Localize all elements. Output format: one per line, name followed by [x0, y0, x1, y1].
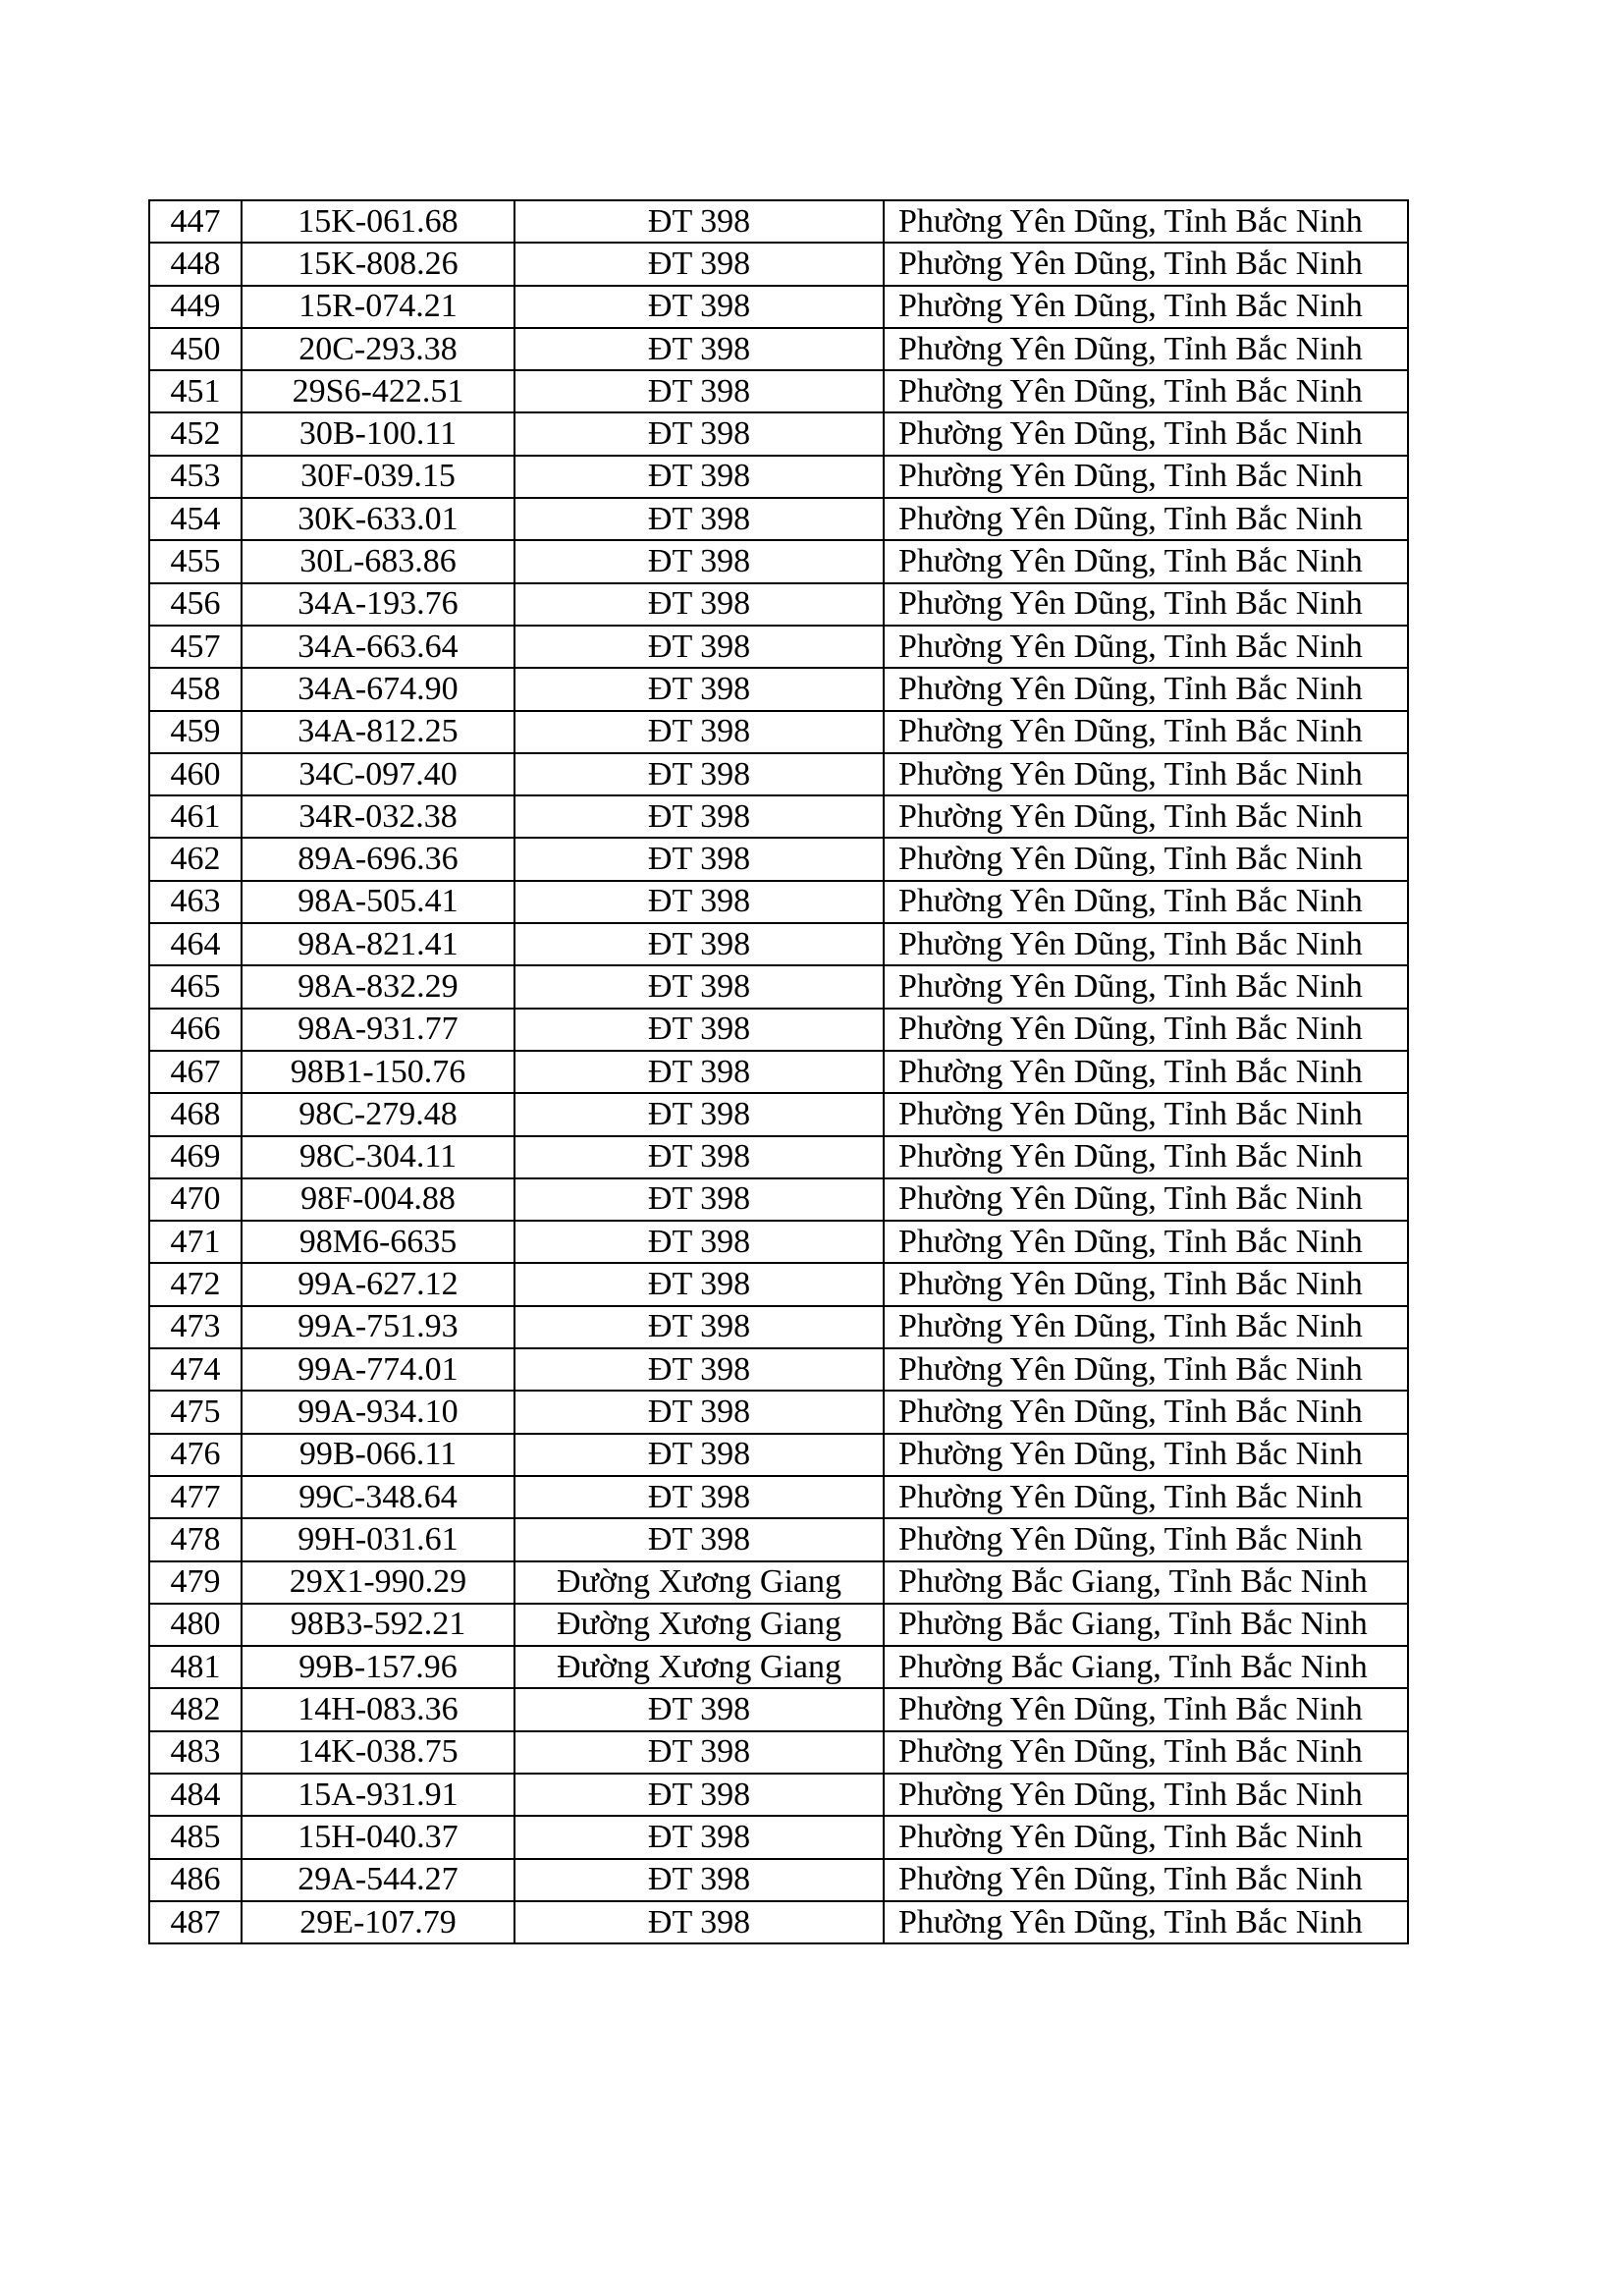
location-cell: Phường Yên Dũng, Tỉnh Bắc Ninh [884, 286, 1408, 328]
license-plate-cell: 99C-348.64 [242, 1476, 514, 1518]
row-number-cell: 454 [149, 498, 242, 540]
table-row [149, 1476, 1408, 1518]
row-number-cell: 486 [149, 1859, 242, 1901]
road-cell: ĐT 398 [514, 1518, 884, 1560]
table-row [149, 200, 1408, 243]
row-number-cell: 475 [149, 1391, 242, 1433]
license-plate-cell: 34C-097.40 [242, 753, 514, 795]
location-cell: Phường Yên Dũng, Tỉnh Bắc Ninh [884, 498, 1408, 540]
table-row [149, 795, 1408, 838]
road-cell: ĐT 398 [514, 1178, 884, 1221]
license-plate-cell: 34R-032.38 [242, 795, 514, 838]
row-number-cell: 472 [149, 1263, 242, 1305]
table-row [149, 412, 1408, 455]
road-cell: ĐT 398 [514, 1009, 884, 1051]
location-cell: Phường Yên Dũng, Tỉnh Bắc Ninh [884, 753, 1408, 795]
road-cell: ĐT 398 [514, 498, 884, 540]
table-row [149, 1688, 1408, 1730]
road-cell: ĐT 398 [514, 1434, 884, 1476]
road-cell: ĐT 398 [514, 1136, 884, 1178]
road-cell: ĐT 398 [514, 540, 884, 582]
row-number-cell: 476 [149, 1434, 242, 1476]
road-cell: ĐT 398 [514, 711, 884, 753]
road-cell: ĐT 398 [514, 795, 884, 838]
license-plate-cell: 98C-279.48 [242, 1093, 514, 1135]
license-plate-cell: 29X1-990.29 [242, 1561, 514, 1604]
table-row [149, 243, 1408, 285]
road-cell: Đường Xương Giang [514, 1561, 884, 1604]
table-row [149, 1093, 1408, 1135]
road-cell: ĐT 398 [514, 1774, 884, 1816]
location-cell: Phường Yên Dũng, Tỉnh Bắc Ninh [884, 1518, 1408, 1560]
location-cell: Phường Yên Dũng, Tỉnh Bắc Ninh [884, 1263, 1408, 1305]
road-cell: ĐT 398 [514, 456, 884, 498]
location-cell: Phường Yên Dũng, Tỉnh Bắc Ninh [884, 1901, 1408, 1943]
table-row [149, 1518, 1408, 1560]
license-plate-cell: 15K-061.68 [242, 200, 514, 243]
row-number-cell: 464 [149, 923, 242, 965]
table-row [149, 1348, 1408, 1391]
road-cell: ĐT 398 [514, 881, 884, 923]
location-cell: Phường Bắc Giang, Tỉnh Bắc Ninh [884, 1646, 1408, 1688]
location-cell: Phường Yên Dũng, Tỉnh Bắc Ninh [884, 1731, 1408, 1774]
table-row [149, 286, 1408, 328]
row-number-cell: 466 [149, 1009, 242, 1051]
row-number-cell: 448 [149, 243, 242, 285]
row-number-cell: 462 [149, 838, 242, 880]
row-number-cell: 468 [149, 1093, 242, 1135]
table-row [149, 1391, 1408, 1433]
road-cell: ĐT 398 [514, 1391, 884, 1433]
license-plate-cell: 15R-074.21 [242, 286, 514, 328]
license-plate-cell: 34A-663.64 [242, 626, 514, 668]
row-number-cell: 469 [149, 1136, 242, 1178]
license-plate-cell: 30B-100.11 [242, 412, 514, 455]
license-plate-cell: 14K-038.75 [242, 1731, 514, 1774]
table-row [149, 1306, 1408, 1348]
license-plate-cell: 98A-505.41 [242, 881, 514, 923]
license-plate-cell: 20C-293.38 [242, 328, 514, 370]
location-cell: Phường Yên Dũng, Tỉnh Bắc Ninh [884, 881, 1408, 923]
license-plate-cell: 98B3-592.21 [242, 1604, 514, 1646]
license-plate-cell: 29S6-422.51 [242, 370, 514, 412]
location-cell: Phường Bắc Giang, Tỉnh Bắc Ninh [884, 1604, 1408, 1646]
table-row [149, 1009, 1408, 1051]
road-cell: ĐT 398 [514, 243, 884, 285]
license-plate-cell: 98C-304.11 [242, 1136, 514, 1178]
row-number-cell: 460 [149, 753, 242, 795]
license-plate-cell: 98A-832.29 [242, 965, 514, 1008]
table-row [149, 1604, 1408, 1646]
license-plate-cell: 34A-812.25 [242, 711, 514, 753]
table-row [149, 370, 1408, 412]
row-number-cell: 449 [149, 286, 242, 328]
location-cell: Phường Yên Dũng, Tỉnh Bắc Ninh [884, 1476, 1408, 1518]
location-cell: Phường Yên Dũng, Tỉnh Bắc Ninh [884, 1774, 1408, 1816]
license-plate-cell: 99A-934.10 [242, 1391, 514, 1433]
road-cell: ĐT 398 [514, 626, 884, 668]
row-number-cell: 456 [149, 583, 242, 626]
location-cell: Phường Yên Dũng, Tỉnh Bắc Ninh [884, 370, 1408, 412]
table-row [149, 1263, 1408, 1305]
row-number-cell: 459 [149, 711, 242, 753]
table-row [149, 1774, 1408, 1816]
location-cell: Phường Yên Dũng, Tỉnh Bắc Ninh [884, 626, 1408, 668]
table-row [149, 540, 1408, 582]
road-cell: ĐT 398 [514, 1476, 884, 1518]
location-cell: Phường Yên Dũng, Tỉnh Bắc Ninh [884, 1178, 1408, 1221]
row-number-cell: 471 [149, 1221, 242, 1263]
location-cell: Phường Bắc Giang, Tỉnh Bắc Ninh [884, 1561, 1408, 1604]
table-row [149, 753, 1408, 795]
row-number-cell: 487 [149, 1901, 242, 1943]
license-plate-cell: 34A-674.90 [242, 668, 514, 710]
road-cell: ĐT 398 [514, 838, 884, 880]
road-cell: ĐT 398 [514, 1093, 884, 1135]
table-row [149, 1561, 1408, 1604]
table-row [149, 498, 1408, 540]
road-cell: ĐT 398 [514, 668, 884, 710]
location-cell: Phường Yên Dũng, Tỉnh Bắc Ninh [884, 1306, 1408, 1348]
location-cell: Phường Yên Dũng, Tỉnh Bắc Ninh [884, 243, 1408, 285]
table-row [149, 1859, 1408, 1901]
road-cell: Đường Xương Giang [514, 1646, 884, 1688]
license-plate-cell: 99A-751.93 [242, 1306, 514, 1348]
road-cell: ĐT 398 [514, 286, 884, 328]
location-cell: Phường Yên Dũng, Tỉnh Bắc Ninh [884, 1136, 1408, 1178]
location-cell: Phường Yên Dũng, Tỉnh Bắc Ninh [884, 540, 1408, 582]
location-cell: Phường Yên Dũng, Tỉnh Bắc Ninh [884, 1221, 1408, 1263]
license-plate-cell: 30L-683.86 [242, 540, 514, 582]
row-number-cell: 451 [149, 370, 242, 412]
table-row [149, 328, 1408, 370]
road-cell: Đường Xương Giang [514, 1604, 884, 1646]
row-number-cell: 477 [149, 1476, 242, 1518]
license-plate-cell: 15H-040.37 [242, 1816, 514, 1858]
location-cell: Phường Yên Dũng, Tỉnh Bắc Ninh [884, 1093, 1408, 1135]
license-plate-cell: 99A-774.01 [242, 1348, 514, 1391]
license-plate-cell: 30K-633.01 [242, 498, 514, 540]
row-number-cell: 474 [149, 1348, 242, 1391]
table-row [149, 1731, 1408, 1774]
row-number-cell: 452 [149, 412, 242, 455]
row-number-cell: 461 [149, 795, 242, 838]
license-plate-cell: 29E-107.79 [242, 1901, 514, 1943]
location-cell: Phường Yên Dũng, Tỉnh Bắc Ninh [884, 328, 1408, 370]
row-number-cell: 478 [149, 1518, 242, 1560]
road-cell: ĐT 398 [514, 412, 884, 455]
row-number-cell: 455 [149, 540, 242, 582]
row-number-cell: 447 [149, 200, 242, 243]
row-number-cell: 481 [149, 1646, 242, 1688]
road-cell: ĐT 398 [514, 583, 884, 626]
row-number-cell: 450 [149, 328, 242, 370]
license-plate-cell: 30F-039.15 [242, 456, 514, 498]
location-cell: Phường Yên Dũng, Tỉnh Bắc Ninh [884, 795, 1408, 838]
row-number-cell: 485 [149, 1816, 242, 1858]
road-cell: ĐT 398 [514, 1816, 884, 1858]
table-row [149, 923, 1408, 965]
location-cell: Phường Yên Dũng, Tỉnh Bắc Ninh [884, 923, 1408, 965]
location-cell: Phường Yên Dũng, Tỉnh Bắc Ninh [884, 1859, 1408, 1901]
location-cell: Phường Yên Dũng, Tỉnh Bắc Ninh [884, 1816, 1408, 1858]
row-number-cell: 473 [149, 1306, 242, 1348]
location-cell: Phường Yên Dũng, Tỉnh Bắc Ninh [884, 838, 1408, 880]
location-cell: Phường Yên Dũng, Tỉnh Bắc Ninh [884, 1009, 1408, 1051]
road-cell: ĐT 398 [514, 370, 884, 412]
road-cell: ĐT 398 [514, 1221, 884, 1263]
row-number-cell: 465 [149, 965, 242, 1008]
road-cell: ĐT 398 [514, 200, 884, 243]
license-plate-cell: 98A-821.41 [242, 923, 514, 965]
road-cell: ĐT 398 [514, 1348, 884, 1391]
row-number-cell: 467 [149, 1051, 242, 1093]
location-cell: Phường Yên Dũng, Tỉnh Bắc Ninh [884, 583, 1408, 626]
license-plate-cell: 98F-004.88 [242, 1178, 514, 1221]
location-cell: Phường Yên Dũng, Tỉnh Bắc Ninh [884, 1051, 1408, 1093]
row-number-cell: 484 [149, 1774, 242, 1816]
records-table [148, 199, 1409, 1944]
row-number-cell: 479 [149, 1561, 242, 1604]
table-row [149, 1221, 1408, 1263]
table-row [149, 881, 1408, 923]
license-plate-cell: 15A-931.91 [242, 1774, 514, 1816]
table-row [149, 1901, 1408, 1943]
road-cell: ĐT 398 [514, 1306, 884, 1348]
location-cell: Phường Yên Dũng, Tỉnh Bắc Ninh [884, 1434, 1408, 1476]
license-plate-cell: 99B-157.96 [242, 1646, 514, 1688]
location-cell: Phường Yên Dũng, Tỉnh Bắc Ninh [884, 1348, 1408, 1391]
license-plate-cell: 89A-696.36 [242, 838, 514, 880]
table-row [149, 1051, 1408, 1093]
road-cell: ĐT 398 [514, 965, 884, 1008]
row-number-cell: 453 [149, 456, 242, 498]
table-row [149, 668, 1408, 710]
license-plate-cell: 15K-808.26 [242, 243, 514, 285]
road-cell: ĐT 398 [514, 1859, 884, 1901]
license-plate-cell: 98B1-150.76 [242, 1051, 514, 1093]
license-plate-cell: 29A-544.27 [242, 1859, 514, 1901]
table-row [149, 626, 1408, 668]
license-plate-cell: 99B-066.11 [242, 1434, 514, 1476]
table-row [149, 838, 1408, 880]
row-number-cell: 458 [149, 668, 242, 710]
location-cell: Phường Yên Dũng, Tỉnh Bắc Ninh [884, 200, 1408, 243]
records-table-body [149, 200, 1408, 1943]
location-cell: Phường Yên Dũng, Tỉnh Bắc Ninh [884, 456, 1408, 498]
location-cell: Phường Yên Dũng, Tỉnh Bắc Ninh [884, 965, 1408, 1008]
table-row [149, 711, 1408, 753]
road-cell: ĐT 398 [514, 753, 884, 795]
table-row [149, 1816, 1408, 1858]
table-row [149, 1136, 1408, 1178]
row-number-cell: 480 [149, 1604, 242, 1646]
road-cell: ĐT 398 [514, 1688, 884, 1730]
road-cell: ĐT 398 [514, 923, 884, 965]
road-cell: ĐT 398 [514, 328, 884, 370]
row-number-cell: 483 [149, 1731, 242, 1774]
location-cell: Phường Yên Dũng, Tỉnh Bắc Ninh [884, 668, 1408, 710]
table-row [149, 583, 1408, 626]
location-cell: Phường Yên Dũng, Tỉnh Bắc Ninh [884, 711, 1408, 753]
road-cell: ĐT 398 [514, 1263, 884, 1305]
license-plate-cell: 14H-083.36 [242, 1688, 514, 1730]
road-cell: ĐT 398 [514, 1901, 884, 1943]
row-number-cell: 482 [149, 1688, 242, 1730]
road-cell: ĐT 398 [514, 1051, 884, 1093]
table-row [149, 965, 1408, 1008]
license-plate-cell: 99A-627.12 [242, 1263, 514, 1305]
table-row [149, 456, 1408, 498]
road-cell: ĐT 398 [514, 1731, 884, 1774]
row-number-cell: 463 [149, 881, 242, 923]
table-row [149, 1434, 1408, 1476]
row-number-cell: 470 [149, 1178, 242, 1221]
license-plate-cell: 99H-031.61 [242, 1518, 514, 1560]
row-number-cell: 457 [149, 626, 242, 668]
license-plate-cell: 34A-193.76 [242, 583, 514, 626]
license-plate-cell: 98M6-6635 [242, 1221, 514, 1263]
location-cell: Phường Yên Dũng, Tỉnh Bắc Ninh [884, 1391, 1408, 1433]
license-plate-cell: 98A-931.77 [242, 1009, 514, 1051]
location-cell: Phường Yên Dũng, Tỉnh Bắc Ninh [884, 1688, 1408, 1730]
table-row [149, 1646, 1408, 1688]
table-row [149, 1178, 1408, 1221]
location-cell: Phường Yên Dũng, Tỉnh Bắc Ninh [884, 412, 1408, 455]
